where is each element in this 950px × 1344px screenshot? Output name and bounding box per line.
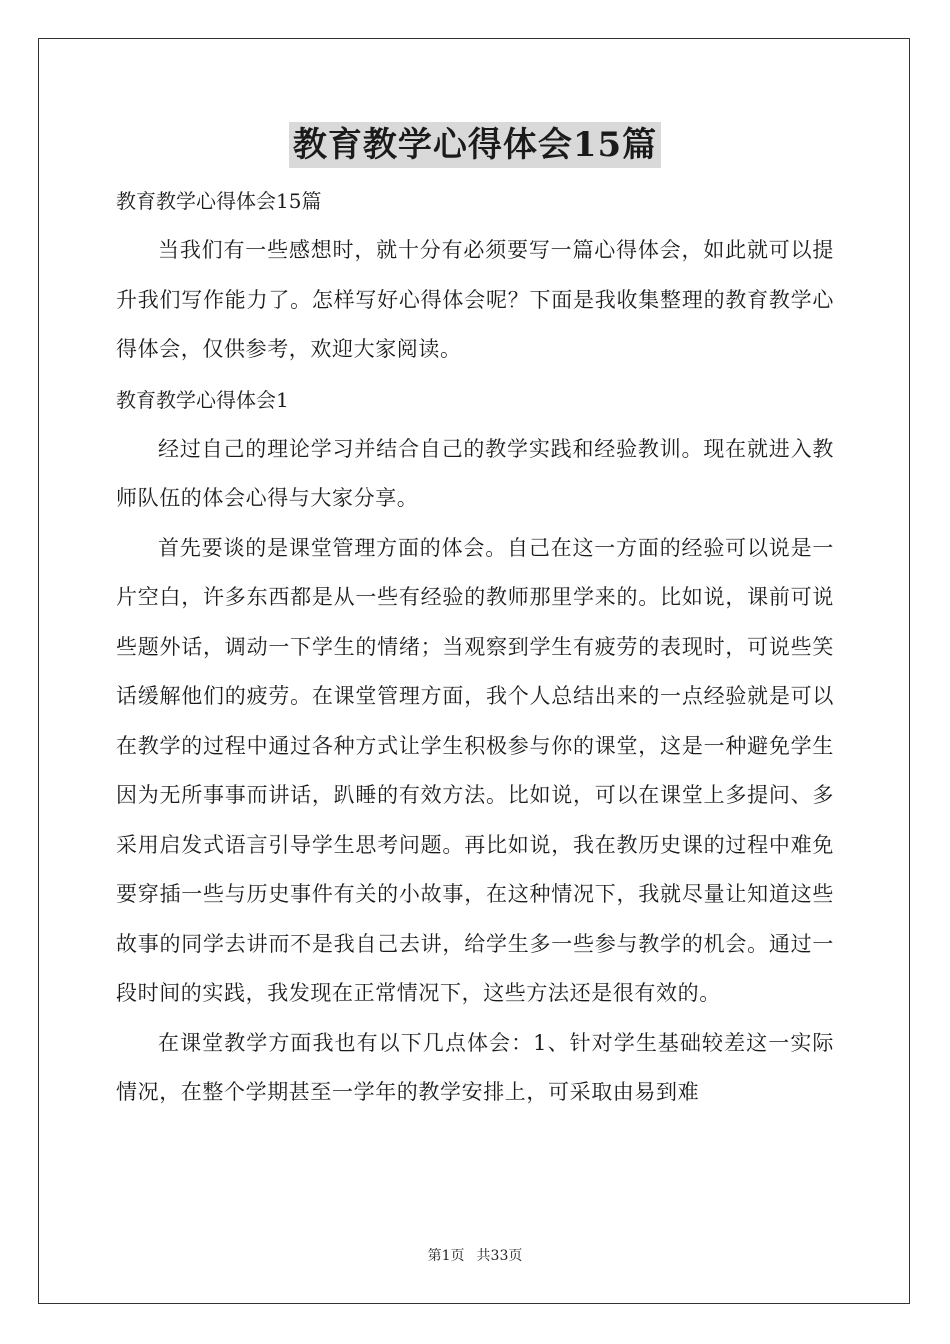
total-pages: 共33页 [476, 1248, 523, 1264]
paragraph: 经过自己的理论学习并结合自己的教学实践和经验教训。现在就进入教师队伍的体会心得与大家分享。 [116, 436, 834, 510]
section-heading: 教育教学心得体会1 [116, 387, 289, 412]
document-title: 教育教学心得体会15篇 [289, 122, 661, 168]
page-number: 第1页 [427, 1248, 465, 1264]
title-area [0, 122, 950, 168]
paragraph: 当我们有一些感想时，就十分有必须要写一篇心得体会，如此就可以提升我们写作能力了。怎样写好心得体会呢？下面是我收集整理的教育教学心得体会，仅供参考，欢迎大家阅读。 [116, 238, 834, 361]
paragraph: 在课堂教学方面我也有以下几点体会：1、针对学生基础较差这一实际情况，在整个学期甚至一学年的教学安排上，可采取由易到难 [116, 1030, 834, 1104]
page-footer [0, 1246, 950, 1266]
paragraph: 首先要谈的是课堂管理方面的体会。自己在这一方面的经验可以说是一片空白，许多东西都是从一些有经验的教师那里学来的。比如说，课前可说些题外话，调动一下学生的情绪；当观察到学生有疲劳的表现时，可说些笑话缓解他们的疲劳。在课堂管理方面，我个人总结出来的一点经验就是可以在教学的过程中通过各种方式让学生积极参与你的课堂，这是一种避免学生因为无所事事而讲话，趴睡的有效方法。比如说，可以在课堂上多提问、多采用启发式语言引导学生思考问题。再比如说，我在教历史课的过程中难免要穿插一些与历史事件有关的小故事，在这种情况下，我就尽量让知道这些故事的同学去讲而不是我自己去讲，给学生多一些参与教学的机会。通过一段时间的实践，我发现在正常情况下，这些方法还是很有效的。 [116, 535, 834, 1005]
document-body [116, 176, 834, 1118]
section-heading: 教育教学心得体会15篇 [116, 189, 322, 213]
